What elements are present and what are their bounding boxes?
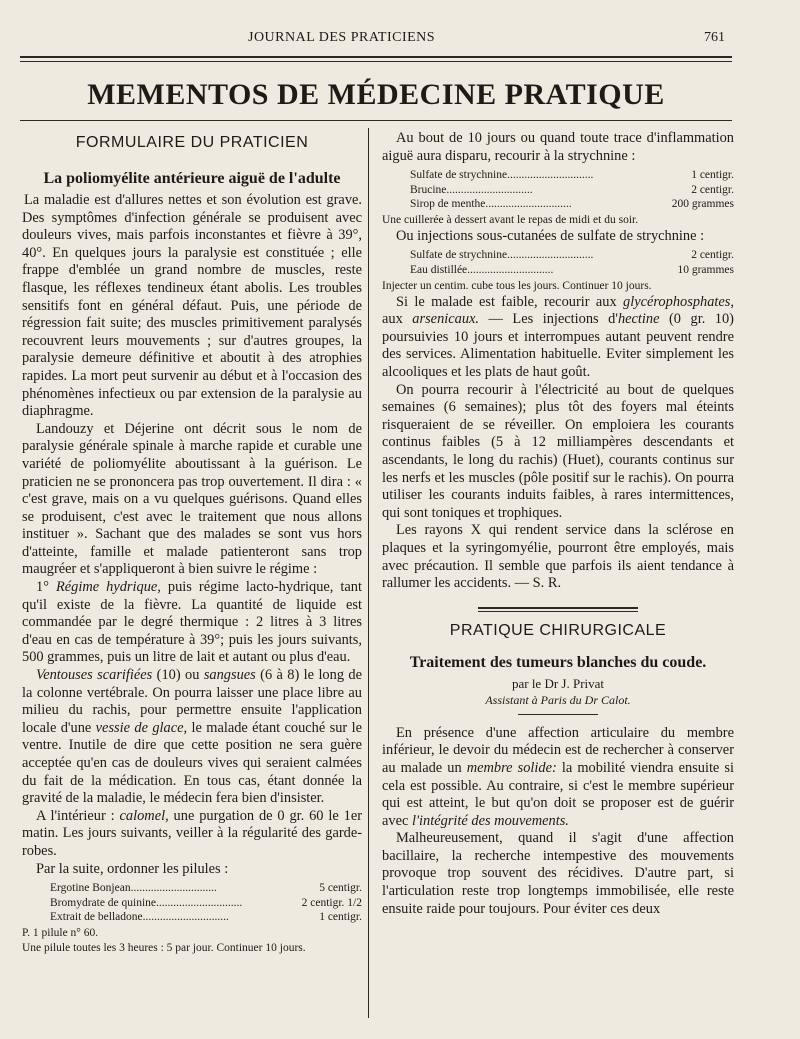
list-number: 1° <box>36 579 49 596</box>
running-head <box>0 30 800 52</box>
emphasis: glycérophosphates, <box>623 293 734 310</box>
text-run: la mobilité viendra ensuite si cela est possible. Au contraire, si c'est le membre supérieur qui est atteint, le but qu'on doit se proposer est de guérir avec <box>382 759 734 829</box>
section-heading-formulaire: FORMULAIRE DU PRATICIEN <box>75 134 309 151</box>
page-banner: MEMENTOS DE MÉDECINE PRATIQUE <box>87 78 665 111</box>
drug-dose: 1 centigr. <box>691 169 734 182</box>
drug-dose: 200 grammes <box>671 198 734 210</box>
emphasis: Régime hydrique, <box>55 579 161 596</box>
page-number: 761 <box>704 30 725 45</box>
drug-dose: 2 centigr. 1/2 <box>301 896 362 909</box>
text-run: — Les injections d' <box>479 311 618 328</box>
text-run: puis régime lacto-hydrique, tant qu'il existe de la fièvre. La quantité de liquide est commandée par le degré thermique : 2 litres à 3 litres d'eau en cas de température à 39°; puis les jours suivants, 500 grammes, puis un litre de lait et autant ou plus d'eau. <box>22 579 362 666</box>
drug-name: Sulfate de strychnine <box>410 249 508 262</box>
byline-author: par le Dr J. Privat <box>511 675 605 691</box>
right-column <box>382 130 734 918</box>
emphasis: membre solide: <box>466 759 557 776</box>
byline-affiliation: Assistant à Paris du Dr Calot. <box>485 692 631 707</box>
column-divider <box>368 128 369 1018</box>
prescription-list <box>410 168 734 211</box>
paragraph: Au bout de 10 jours ou quand toute trace d'inflammation aiguë aura disparu, recourir à la strychnine : <box>382 130 734 164</box>
text-run: En présence d'une affection articulaire du membre inférieur, le devoir du médecin est de rechercher à conserver au malade un <box>382 724 734 776</box>
emphasis: vessie de glace, <box>95 719 188 736</box>
paragraph: Les rayons X qui rendent service dans la sclérose en plaques et la syringomyélie, pourront être employés, mais avec précaution. Il semble que parfois ils aient tendance à rallumer les accidents. — S. R. <box>382 522 734 592</box>
drug-dose: 1 centigr. <box>319 910 362 923</box>
header-rule <box>20 56 732 58</box>
leader-dots: .............................. <box>142 910 229 923</box>
emphasis: hectine <box>617 311 660 328</box>
leader-dots: .............................. <box>446 183 533 196</box>
paragraph: Landouzy et Déjerine ont décrit sous le nom de paralysie générale spinale à marche rapide et curable une variété de poliomyélite aboutissant à la guérison. Le praticien ne se prononcera pas trop ouvertement. Il dira : « c'est grave, mais on a vu quelques guérisons. Quand elles se produisent, c'est avec le traitement que nous allons instituer ». Sachant que des malades se sont vus hors d'atteinte, famille et malade patienteront sans trop maugréer et s'appliqueront à bien suivre le régime : <box>22 420 362 578</box>
prescription-row <box>410 197 734 211</box>
text-run: (6 à 8) le long de la colonne vertébrale. On pourra laisser une place libre au milieu du rachis, pour permettre ensuite l'application locale d'une <box>22 667 362 736</box>
prescription-note: Une pilule toutes les 3 heures : 5 par jour. Continuer 10 jours. <box>22 941 306 954</box>
drug-dose: 2 centigr. <box>691 183 734 196</box>
drug-dose: 10 grammes <box>677 263 734 276</box>
article-title-tumeurs: Traitement des tumeurs blanches du coude. <box>409 653 707 671</box>
section-heading-chirurgicale: PRATIQUE CHIRURGICALE <box>449 621 667 639</box>
prescription-list <box>410 248 734 277</box>
prescription-row <box>50 896 362 910</box>
prescription-note: P. 1 pilule n° 60. <box>22 927 99 940</box>
prescription-row <box>410 183 734 197</box>
drug-name: Sulfate de strychnine <box>410 169 508 182</box>
paragraph: Ou injections sous-cutanées de sulfate de strychnine : <box>396 227 705 244</box>
text-run: le malade étant couché sur le ventre. Inutile de dire que cette position ne sera guère acceptée qu'en cas de douleurs vives qui seraient calmées du fait de la médication. En tous cas, étant donnée la gravité de la maladie, le médecin fera bien d'insister. <box>22 719 362 807</box>
leader-dots: .............................. <box>485 198 572 210</box>
emphasis: l'intégrité des mouvements. <box>411 812 569 829</box>
drug-dose: 2 centigr. <box>691 249 734 262</box>
drug-dose: 5 centigr. <box>319 882 362 895</box>
byline-rule <box>518 714 598 715</box>
section-rule-thin <box>478 611 638 612</box>
paragraph: On pourra recourir à l'électricité au bout de quelques semaines (6 semaines); plus tôt des foyers mal éteints risqueraient de se réveiller. On emploiera les courants continus faibles (5 à 12 milliampères descendants et ascendants, le long du rachis) (Huet), courants continus sur les nerfs et les muscles (pôle positif sur le rachis). On pourra utiliser les courants induits faibles, à rares intermittences, qui sont toniques et trophiques. <box>382 381 734 521</box>
prescription-note: Une cuillerée à dessert avant le repas de midi et du soir. <box>382 214 639 227</box>
paragraph <box>22 579 362 667</box>
text-run: Si le malade est faible, recourir aux <box>396 293 624 310</box>
article-title-poliomyelite: La poliomyélite antérieure aiguë de l'adulte <box>43 170 341 187</box>
journal-title: JOURNAL DES PRATICIENS <box>248 30 436 45</box>
prescription-note: Injecter un centim. cube tous les jours. Continuer 10 jours. <box>382 280 652 293</box>
prescription-list <box>50 881 362 924</box>
prescription-row <box>50 910 362 924</box>
paragraph: La maladie est d'allures nettes et son évolution est grave. Des symptômes d'infection générale se produisent avec douleurs vives, mais parfois inconstantes et fièvre à 39°, 40°. En quelques jours la paralysie est constituée ; elle frappe d'emblée un grand nombre de muscles, reste flasque, les réflexes tendineux étant abolis. Les troubles sensitifs font en général défaut. Puis, une période de régression fait suite; des muscles primitivement paralysés recouvrent leurs mouvements ; sur d'autres groupes, la paralysie demeure définitive et aboutit à des atrophies rapides. La mort peut survenir au début et à l'occasion des phénomènes infectieux ou par extension de la paralysie au diaphragme. <box>22 192 362 420</box>
emphasis: arsenicaux. <box>412 311 480 328</box>
paragraph <box>382 725 734 831</box>
prescription-row <box>50 881 362 895</box>
emphasis: Ventouses scarifiées <box>36 667 153 684</box>
leader-dots: .............................. <box>507 169 594 182</box>
leader-dots: .............................. <box>130 882 217 895</box>
prescription-row <box>410 168 734 182</box>
text-run: (10) ou <box>152 667 204 684</box>
emphasis: calomel, <box>119 807 169 824</box>
section-rule <box>478 607 638 609</box>
prescription-row <box>410 263 734 277</box>
drug-name: Brucine <box>410 183 447 196</box>
banner-rule <box>20 120 732 121</box>
drug-name: Eau distillée <box>410 263 468 276</box>
emphasis: sangsues <box>203 667 256 684</box>
drug-name: Bromydrate de quinine <box>50 896 157 909</box>
text-run: aux <box>382 311 413 328</box>
header-rule-thin <box>20 61 732 62</box>
leader-dots: .............................. <box>467 263 554 276</box>
paragraph <box>382 294 734 382</box>
leader-dots: .............................. <box>507 249 594 262</box>
text-run: une purgation de 0 gr. 60 le 1er matin. Les jours suivants, veiller à la régularité des garde-robes. <box>22 807 362 859</box>
paragraph: Par la suite, ordonner les pilules : <box>36 860 229 877</box>
left-column <box>22 130 362 955</box>
paragraph <box>22 808 362 861</box>
leader-dots: .............................. <box>156 896 243 909</box>
text-run: (0 gr. 10) poursuivies 10 jours et interrompues autant peuvent rendre des services. Alimentation habituelle. Eviter simplement les alcooliques et les plats de haut goût. <box>382 311 734 380</box>
prescription-row <box>410 248 734 262</box>
paragraph <box>22 667 362 808</box>
paragraph: Malheureusement, quand il s'agit d'une affection bacillaire, la recherche intempestive des mouvements provoque trop souvent des récidives. D'autre part, si l'articulation reste trop longtemps immobilisée, elle reste ensuite raide pour toujours. Pour éviter ces deux <box>382 830 734 917</box>
text-run: A l'intérieur : <box>36 807 120 824</box>
drug-name: Ergotine Bonjean <box>50 882 131 895</box>
drug-name: Extrait de belladone <box>50 910 143 923</box>
drug-name: Sirop de menthe <box>410 198 486 210</box>
